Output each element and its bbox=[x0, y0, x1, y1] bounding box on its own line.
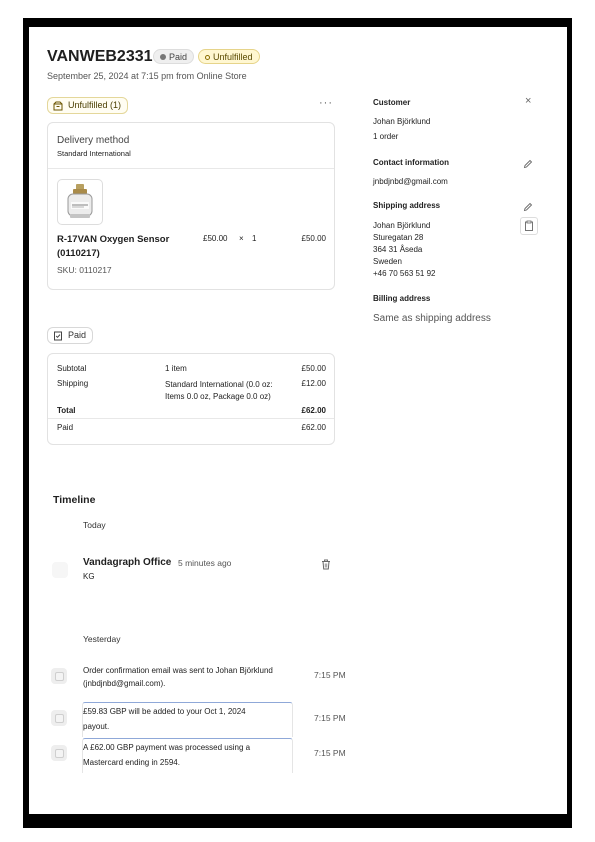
fulfillment-status-badge bbox=[198, 49, 260, 64]
delete-comment-button[interactable] bbox=[321, 557, 331, 575]
customer-name[interactable]: Johan Björklund bbox=[373, 117, 431, 126]
status-ring-icon bbox=[205, 55, 210, 60]
receipt-icon bbox=[53, 331, 63, 341]
timeline-title: Timeline bbox=[53, 494, 96, 506]
shipping-name: Johan Björklund bbox=[373, 221, 431, 230]
paid-pill-label: Paid bbox=[68, 330, 87, 340]
total-amount: £62.00 bbox=[301, 406, 326, 415]
subtotal-amount: £50.00 bbox=[301, 364, 326, 373]
product-quantity: 1 bbox=[252, 234, 257, 243]
event-1-line1: Order confirmation email was sent to Johan Björklund bbox=[83, 666, 273, 675]
product-name-line2[interactable]: (0110217) bbox=[57, 248, 100, 259]
oxygen-sensor-image bbox=[58, 180, 102, 224]
comment-time: 5 minutes ago bbox=[178, 558, 232, 568]
timeline-event-1[interactable] bbox=[83, 664, 273, 690]
shipping-phone: +46 70 563 51 92 bbox=[373, 269, 436, 278]
delivery-method-value: Standard International bbox=[57, 149, 131, 158]
event-3-time: 7:15 PM bbox=[314, 748, 346, 758]
timeline-event-marker bbox=[51, 668, 67, 684]
event-checkbox-icon bbox=[55, 714, 64, 723]
timeline-event-3[interactable] bbox=[83, 740, 250, 770]
order-subtitle: September 25, 2024 at 7:15 pm from Online Store bbox=[47, 71, 247, 81]
fulfillment-card bbox=[47, 122, 335, 290]
paid-divider bbox=[48, 418, 334, 419]
subtotal-desc: 1 item bbox=[165, 364, 187, 373]
event-2-line2: payout. bbox=[83, 722, 110, 731]
event-2-line1: £59.83 GBP will be added to your Oct 1, 2024 bbox=[83, 707, 246, 716]
paid-pill bbox=[47, 327, 93, 344]
order-page bbox=[29, 27, 567, 814]
box-icon bbox=[53, 101, 63, 111]
product-sku: SKU: 0110217 bbox=[57, 265, 112, 275]
billing-address: Same as shipping address bbox=[373, 313, 491, 324]
timeline-event-2[interactable] bbox=[83, 704, 246, 734]
subtotal-label: Subtotal bbox=[57, 364, 87, 373]
customer-order-count[interactable]: 1 order bbox=[373, 132, 399, 141]
shipping-desc: Standard International (0.0 oz: Items 0.0 oz, Package 0.0 oz) bbox=[165, 380, 273, 401]
clipboard-icon bbox=[521, 218, 537, 234]
event-1-line2: (jnbdjnbd@gmail.com). bbox=[83, 679, 166, 688]
shipping-country: Sweden bbox=[373, 257, 402, 266]
total-label: Total bbox=[57, 406, 76, 415]
event-3-line2: Mastercard ending in 2594. bbox=[83, 758, 180, 767]
payment-summary-card bbox=[47, 353, 335, 445]
timeline-event-marker bbox=[51, 745, 67, 761]
delivery-method-label: Delivery method bbox=[57, 135, 130, 146]
timeline-yesterday-label: Yesterday bbox=[83, 634, 121, 644]
product-times: × bbox=[239, 234, 244, 243]
edit-contact-button[interactable] bbox=[523, 156, 533, 174]
billing-heading: Billing address bbox=[373, 294, 431, 303]
event-1-time: 7:15 PM bbox=[314, 670, 346, 680]
paid-amount: £62.00 bbox=[301, 423, 326, 432]
pencil-icon bbox=[523, 159, 533, 169]
copy-address-button[interactable] bbox=[520, 217, 538, 235]
comment-text: KG bbox=[83, 572, 95, 581]
event-checkbox-icon bbox=[55, 672, 64, 681]
shipping-label: Shipping bbox=[57, 379, 89, 388]
timeline-event-marker bbox=[51, 710, 67, 726]
paid-label: Paid bbox=[57, 423, 74, 432]
fulfillment-status-label: Unfulfilled bbox=[213, 52, 253, 62]
shipping-street: Sturegatan 28 bbox=[373, 233, 424, 242]
event-2-time: 7:15 PM bbox=[314, 713, 346, 723]
product-line-total: £50.00 bbox=[301, 234, 326, 243]
shipping-address bbox=[373, 220, 436, 280]
product-thumbnail[interactable] bbox=[57, 179, 103, 225]
close-icon[interactable]: × bbox=[525, 95, 532, 107]
pencil-icon bbox=[523, 202, 533, 212]
product-unit-price: £50.00 bbox=[203, 234, 228, 243]
card-divider bbox=[48, 168, 334, 169]
trash-icon bbox=[321, 559, 331, 570]
event-checkbox-icon bbox=[55, 749, 64, 758]
contact-heading: Contact information bbox=[373, 158, 449, 167]
comment-avatar bbox=[52, 562, 68, 578]
shipping-amount: £12.00 bbox=[301, 379, 326, 388]
status-dot-icon bbox=[160, 54, 166, 60]
edit-shipping-button[interactable] bbox=[523, 199, 533, 217]
order-title: VANWEB2331 bbox=[47, 48, 153, 65]
shipping-postcode-city: 364 31 Åseda bbox=[373, 245, 423, 254]
payment-status-badge bbox=[153, 49, 194, 64]
timeline-today-label: Today bbox=[83, 520, 106, 530]
unfulfilled-pill bbox=[47, 97, 128, 114]
payment-status-label: Paid bbox=[169, 52, 188, 62]
shipping-heading: Shipping address bbox=[373, 201, 441, 210]
customer-email[interactable]: jnbdjnbd@gmail.com bbox=[373, 177, 448, 186]
more-actions-button[interactable]: ··· bbox=[319, 97, 333, 109]
unfulfilled-pill-label: Unfulfilled (1) bbox=[68, 100, 122, 110]
event-3-line1: A £62.00 GBP payment was processed using a bbox=[83, 743, 251, 752]
product-name-line1[interactable]: R-17VAN Oxygen Sensor bbox=[57, 234, 170, 245]
customer-heading: Customer bbox=[373, 98, 411, 107]
comment-author: Vandagraph Office bbox=[83, 557, 172, 568]
